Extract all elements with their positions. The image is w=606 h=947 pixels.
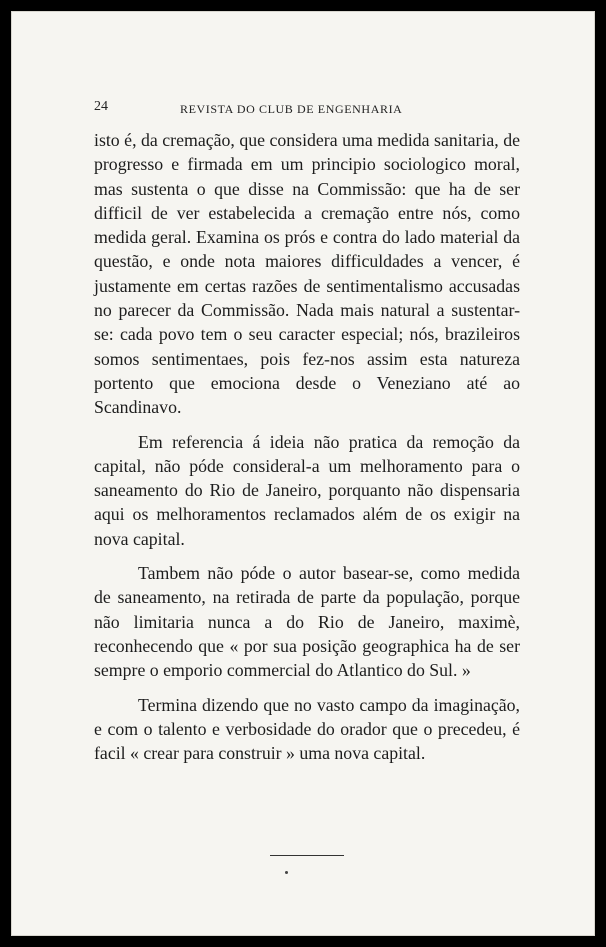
page-number: 24 (94, 99, 108, 114)
paragraph-2: Em referencia á ideia não pratica da remoção da capital, não póde consideral-a um melhoramento para o saneamento do Rio de Janeiro, porquanto não dispensaria aqui os melhoramentos reclamados além de os exigir na nova capital. (94, 431, 520, 549)
running-title: REVISTA DO CLUB DE ENGENHARIA (180, 102, 403, 116)
paragraph-1: isto é, da cremação, que considera uma medida sanitaria, de progresso e firmada em um principio sociologico moral, mas sustenta o que disse na Commissão: que ha de ser difficil de ver estabelecida a cremação entre nós, como medida geral. Examina os prós e contra do lado material da questão, e onde nota maiores difficuldades a vencer, é justamente em certas razões de sentimentalismo accusadas no parecer da Commissão. Nada mais natural a sustentar-se: cada povo tem o seu caracter especial; nós, brazileiros somos sentimentaes, pois fez-nos assim esta natureza portento que emociona desde o Veneziano até ao Scandinavo. (94, 130, 520, 418)
paragraph-3: Tambem não póde o autor basear-se, como medida de saneamento, na retirada de parte da população, porque não limitaria nunca a do Rio de Janeiro, maximè, reconhecendo que « por sua posição geographica ha de ser sempre o emporio commercial do Atlantico do Sul. » (94, 563, 520, 681)
end-rule (270, 855, 344, 856)
end-dot (285, 871, 288, 874)
page-header (84, 96, 518, 118)
paragraph-4: Termina dizendo que no vasto campo da imaginação, e com o talento e verbosidade do orador que o precedeu, é facil « crear para construir » uma nova capital. (94, 694, 520, 764)
body-text (94, 128, 520, 765)
